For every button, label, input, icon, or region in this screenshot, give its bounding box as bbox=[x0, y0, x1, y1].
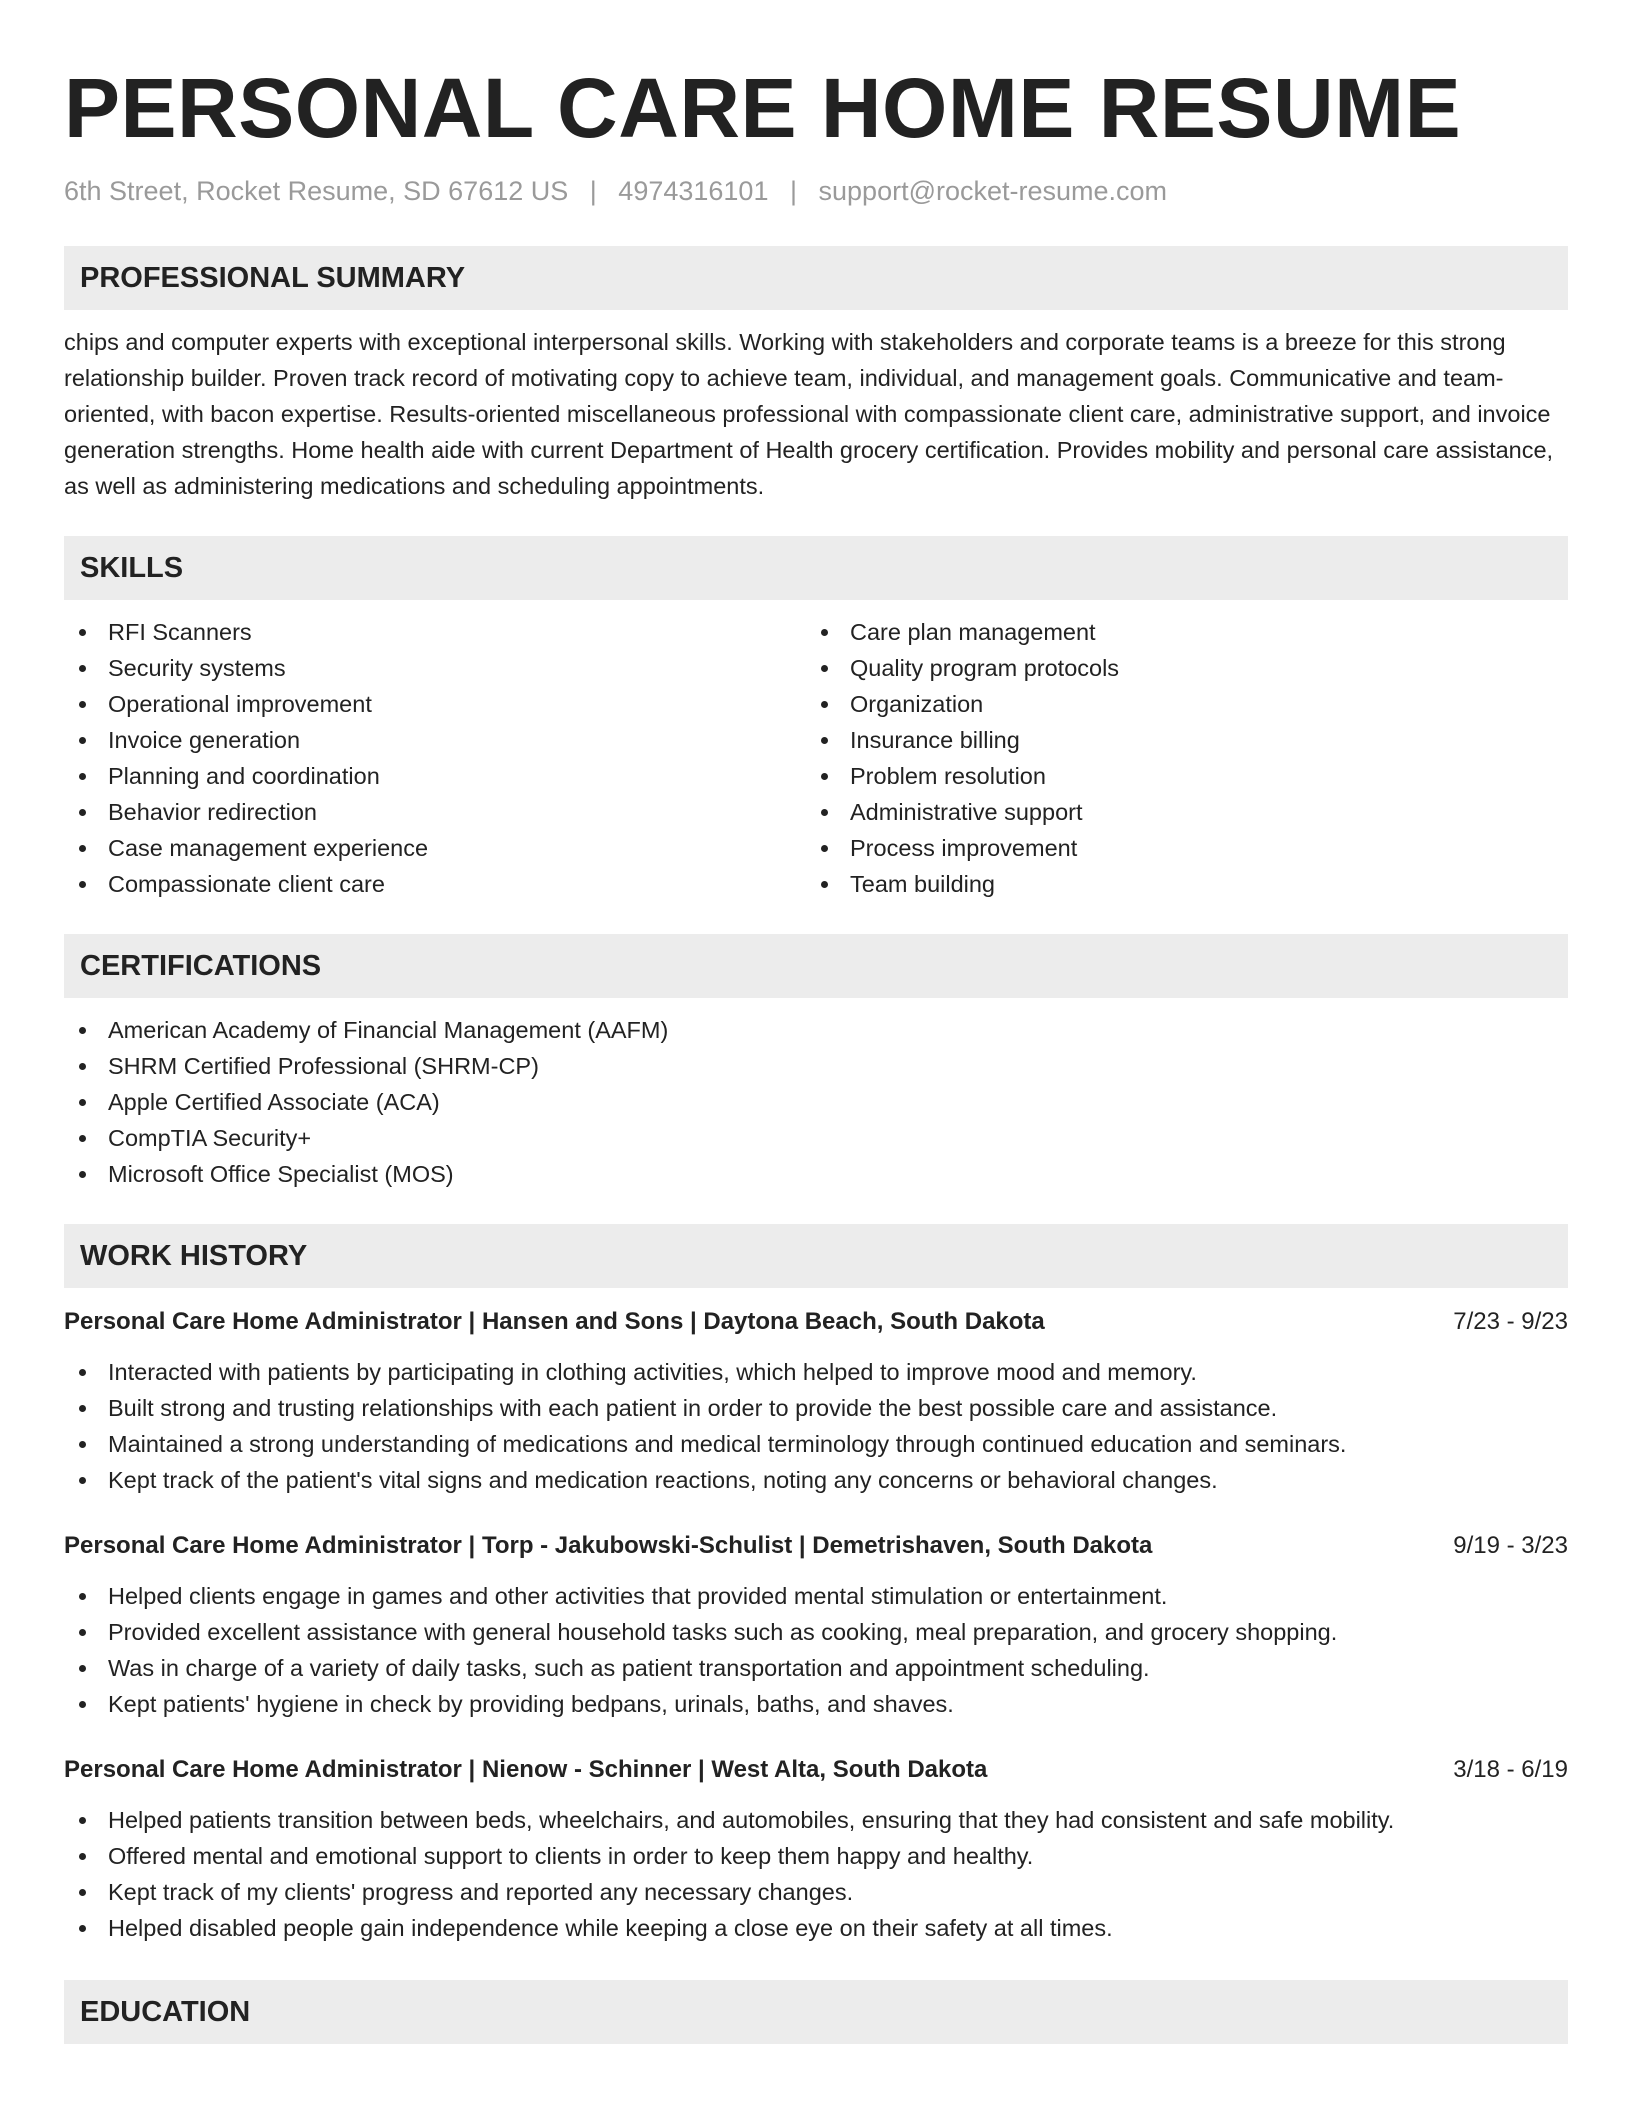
skill-item: Process improvement bbox=[806, 830, 1548, 866]
certification-item: American Academy of Financial Management (AAFM) bbox=[64, 1012, 1568, 1048]
job-title: Personal Care Home Administrator | Hansen and Sons | Daytona Beach, South Dakota bbox=[64, 1308, 1045, 1335]
contact-line bbox=[64, 174, 1568, 208]
summary-text: chips and computer experts with exceptional interpersonal skills. Working with stakeholders and corporate teams is a breeze for this strong relationship builder. Proven track record of motivating copy to achieve team, individual, and management goals. Communicative and team-oriented, with bacon expertise. Results-oriented miscellaneous professional with compassionate client care, administrative support, and invoice generation strengths. Home health aide with current Department of Health grocery certification. Provides mobility and personal care assistance, as well as administering medications and scheduling appointments. bbox=[64, 329, 1554, 499]
skills-column-right bbox=[806, 614, 1548, 902]
skills-heading: SKILLS bbox=[64, 536, 1568, 600]
job-duty: Helped clients engage in games and other activities that provided mental stimulation or entertainment. bbox=[64, 1578, 1568, 1614]
skill-item: Insurance billing bbox=[806, 722, 1548, 758]
job-entry bbox=[64, 1304, 1568, 1498]
skill-item: Operational improvement bbox=[64, 686, 806, 722]
certifications-heading: CERTIFICATIONS bbox=[64, 934, 1568, 998]
skill-item: Security systems bbox=[64, 650, 806, 686]
certification-item: CompTIA Security+ bbox=[64, 1120, 1568, 1156]
contact-phone: 4974316101 bbox=[618, 176, 769, 206]
certifications-list bbox=[64, 1012, 1568, 1192]
job-duty: Maintained a strong understanding of medications and medical terminology through continued education and seminars. bbox=[64, 1426, 1568, 1462]
skill-item: Care plan management bbox=[806, 614, 1548, 650]
job-duty: Provided excellent assistance with general household tasks such as cooking, meal preparation, and grocery shopping. bbox=[64, 1614, 1568, 1650]
skills-list bbox=[64, 614, 1568, 902]
job-entry bbox=[64, 1528, 1568, 1722]
job-duty: Was in charge of a variety of daily tasks, such as patient transportation and appointment scheduling. bbox=[64, 1650, 1568, 1686]
job-duty: Offered mental and emotional support to clients in order to keep them happy and healthy. bbox=[64, 1838, 1568, 1874]
skill-item: Compassionate client care bbox=[64, 866, 806, 902]
skill-item: Invoice generation bbox=[64, 722, 806, 758]
job-header bbox=[64, 1528, 1568, 1564]
skill-item: Problem resolution bbox=[806, 758, 1548, 794]
certification-item: SHRM Certified Professional (SHRM-CP) bbox=[64, 1048, 1568, 1084]
job-header bbox=[64, 1752, 1568, 1788]
skill-item: Administrative support bbox=[806, 794, 1548, 830]
skill-item: Organization bbox=[806, 686, 1548, 722]
resume-title: PERSONAL CARE HOME RESUME bbox=[64, 61, 1462, 155]
skill-item: Behavior redirection bbox=[64, 794, 806, 830]
job-dates: 9/19 - 3/23 bbox=[1453, 1532, 1568, 1559]
contact-separator: | bbox=[789, 176, 797, 206]
job-duties bbox=[64, 1802, 1568, 1946]
contact-email: support@rocket-resume.com bbox=[818, 176, 1168, 206]
job-duty: Built strong and trusting relationships with each patient in order to provide the best possible care and assistance. bbox=[64, 1390, 1568, 1426]
job-entry bbox=[64, 1752, 1568, 1946]
job-duties bbox=[64, 1578, 1568, 1722]
skill-item: Case management experience bbox=[64, 830, 806, 866]
skill-item: Team building bbox=[806, 866, 1548, 902]
skills-column-left bbox=[64, 614, 806, 902]
skill-item: RFI Scanners bbox=[64, 614, 806, 650]
skill-item: Quality program protocols bbox=[806, 650, 1548, 686]
skill-item: Planning and coordination bbox=[64, 758, 806, 794]
job-dates: 7/23 - 9/23 bbox=[1453, 1308, 1568, 1335]
job-header bbox=[64, 1304, 1568, 1340]
job-duty: Kept track of my clients' progress and reported any necessary changes. bbox=[64, 1874, 1568, 1910]
contact-separator: | bbox=[589, 176, 597, 206]
job-title: Personal Care Home Administrator | Torp - Jakubowski-Schulist | Demetrishaven, South Dakota bbox=[64, 1532, 1153, 1559]
job-duty: Interacted with patients by participating in clothing activities, which helped to improve mood and memory. bbox=[64, 1354, 1568, 1390]
certification-item: Apple Certified Associate (ACA) bbox=[64, 1084, 1568, 1120]
job-duty: Kept track of the patient's vital signs and medication reactions, noting any concerns or behavioral changes. bbox=[64, 1462, 1568, 1498]
certification-item: Microsoft Office Specialist (MOS) bbox=[64, 1156, 1568, 1192]
resume-page bbox=[64, 0, 1568, 2044]
job-duty: Helped disabled people gain independence while keeping a close eye on their safety at all times. bbox=[64, 1910, 1568, 1946]
summary-heading: PROFESSIONAL SUMMARY bbox=[64, 246, 1568, 310]
education-heading: EDUCATION bbox=[64, 1980, 1568, 2044]
work-history-heading: WORK HISTORY bbox=[64, 1224, 1568, 1288]
contact-address: 6th Street, Rocket Resume, SD 67612 US bbox=[64, 176, 569, 206]
job-duty: Helped patients transition between beds, wheelchairs, and automobiles, ensuring that they had consistent and safe mobility. bbox=[64, 1802, 1568, 1838]
job-title: Personal Care Home Administrator | Nienow - Schinner | West Alta, South Dakota bbox=[64, 1756, 988, 1783]
job-duty: Kept patients' hygiene in check by providing bedpans, urinals, baths, and shaves. bbox=[64, 1686, 1568, 1722]
job-dates: 3/18 - 6/19 bbox=[1453, 1756, 1568, 1783]
job-duties bbox=[64, 1354, 1568, 1498]
